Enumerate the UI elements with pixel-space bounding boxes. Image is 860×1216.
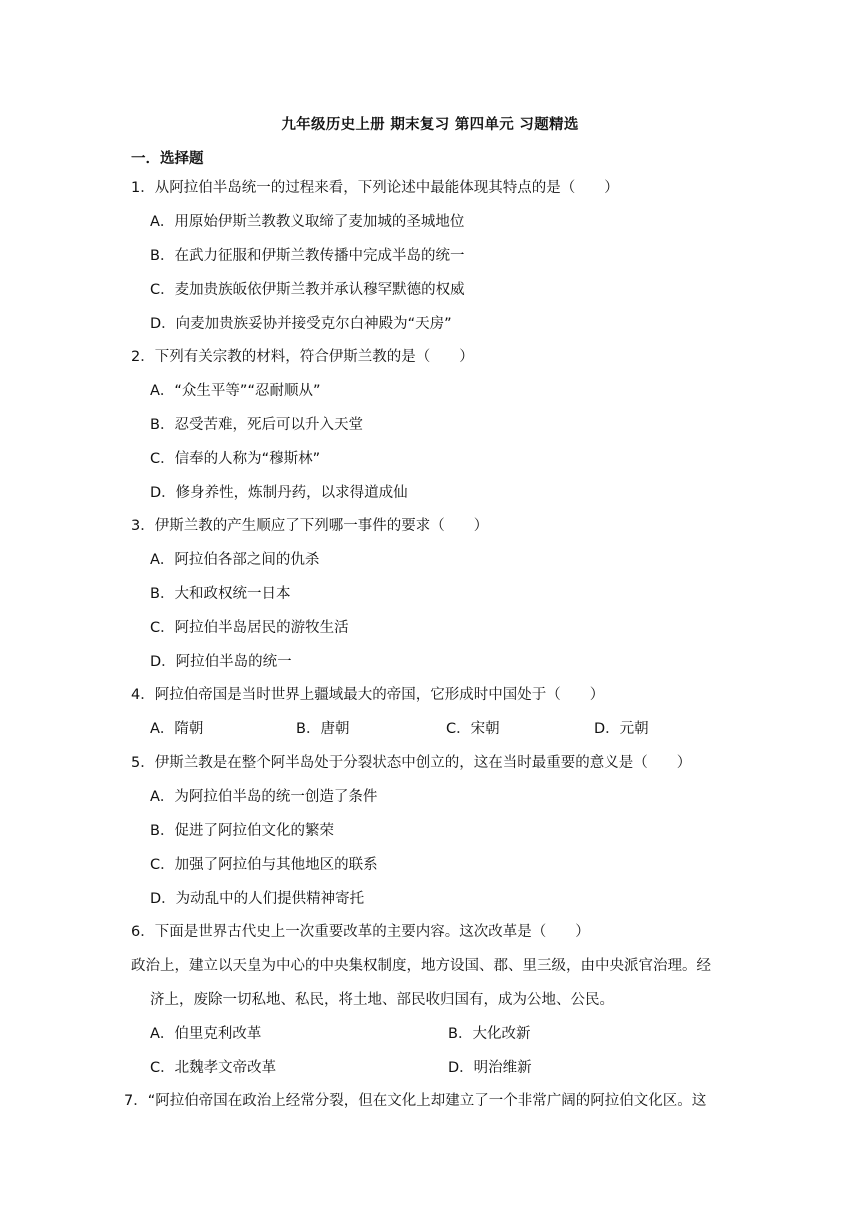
question-1-option-d: D．向麦加贵族妥协并接受克尔白神殿为“天房”	[150, 316, 452, 332]
question-1-stem: 1．从阿拉伯半岛统一的过程来看，下列论述中最能体现其特点的是（ ）	[131, 180, 619, 196]
question-6-stem: 6．下面是世界古代史上一次重要改革的主要内容。这次改革是（ ）	[131, 924, 590, 940]
question-5-stem: 5．伊斯兰教是在整个阿半岛处于分裂状态中创立的，这在当时最重要的意义是（ ）	[131, 755, 692, 771]
question-2-stem: 2．下列有关宗教的材料，符合伊斯兰教的是（ ）	[131, 349, 474, 365]
question-2-option-a: A．“众生平等”“忍耐顺从”	[150, 383, 321, 399]
question-1-option-c: C．麦加贵族皈依伊斯兰教并承认穆罕默德的权威	[150, 282, 465, 298]
question-6-material-line-1: 政治上，建立以天皇为中心的中央集权制度，地方设国、郡、里三级，由中央派官治理。经	[131, 958, 711, 974]
question-4-option-d: D．元朝	[594, 721, 649, 737]
question-3-option-b: B．大和政权统一日本	[150, 586, 291, 602]
question-1-option-a: A．用原始伊斯兰教教义取缔了麦加城的圣城地位	[150, 214, 465, 230]
question-4-option-b: B．唐朝	[296, 721, 350, 737]
question-3-stem: 3．伊斯兰教的产生顺应了下列哪一事件的要求（ ）	[131, 518, 489, 534]
question-5-option-a: A．为阿拉伯半岛的统一创造了条件	[150, 789, 378, 805]
document-title: 九年级历史上册 期末复习 第四单元 习题精选	[281, 117, 579, 133]
question-7-stem: 7．“阿拉伯帝国在政治上经常分裂，但在文化上却建立了一个非常广阔的阿拉伯文化区。这	[124, 1093, 707, 1109]
question-1-option-b: B．在武力征服和伊斯兰教传播中完成半岛的统一	[150, 248, 465, 264]
question-6-option-b: B．大化改新	[448, 1026, 531, 1042]
question-5-option-b: B．促进了阿拉伯文化的繁荣	[150, 823, 334, 839]
question-3-option-d: D．阿拉伯半岛的统一	[150, 654, 292, 670]
question-2-option-c: C．信奉的人称为“穆斯林”	[150, 451, 321, 467]
question-6-option-a: A．伯里克利改革	[150, 1026, 262, 1042]
question-4-option-a: A．隋朝	[150, 721, 204, 737]
question-4-stem: 4．阿拉伯帝国是当时世界上疆域最大的帝国，它形成时中国处于（ ）	[131, 687, 605, 703]
question-2-option-d: D．修身养性，炼制丹药，以求得道成仙	[150, 485, 408, 501]
question-2-option-b: B．忍受苦难，死后可以升入天堂	[150, 417, 363, 433]
question-6-option-c: C．北魏孝文帝改革	[150, 1060, 277, 1076]
section-heading: 一．选择题	[131, 151, 204, 167]
question-3-option-a: A．阿拉伯各部之间的仇杀	[150, 552, 320, 568]
question-3-option-c: C．阿拉伯半岛居民的游牧生活	[150, 620, 349, 636]
question-6-option-d: D．明治维新	[448, 1060, 532, 1076]
question-4-option-c: C．宋朝	[446, 721, 500, 737]
question-5-option-d: D．为动乱中的人们提供精神寄托	[150, 891, 365, 907]
question-6-material-line-2: 济上，废除一切私地、私民，将土地、部民收归国有，成为公地、公民。	[150, 992, 614, 1008]
question-5-option-c: C．加强了阿拉伯与其他地区的联系	[150, 857, 378, 873]
